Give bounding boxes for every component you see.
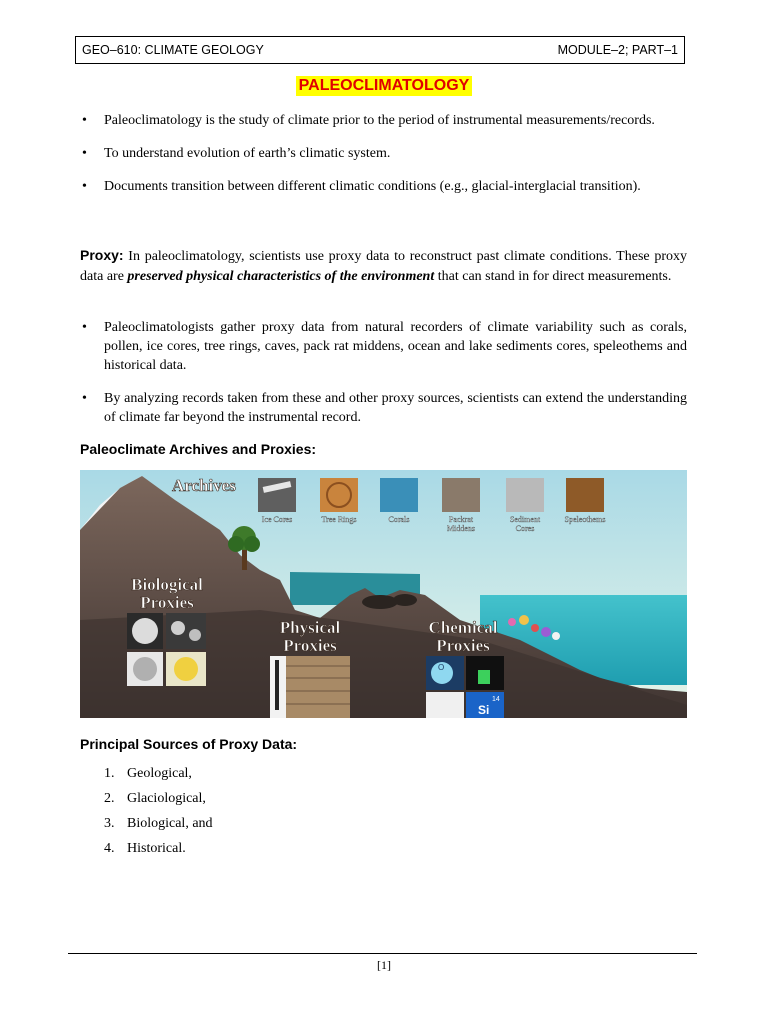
- foraminifera-icon: [189, 629, 201, 641]
- ice-cores-label: Ice Cores: [261, 515, 293, 524]
- footer-rule: [68, 953, 697, 954]
- source-text: Glaciological,: [127, 791, 206, 806]
- source-item: [104, 790, 213, 815]
- page-title: PALEOCLIMATOLOGY: [296, 76, 473, 96]
- source-item: [104, 815, 213, 840]
- diatom-icon: [133, 657, 157, 681]
- physical-proxies-label: Proxies: [283, 636, 337, 655]
- page-header: [75, 36, 685, 64]
- source-text: Historical.: [127, 841, 186, 856]
- proxy-bullet-list: [80, 318, 687, 441]
- pollen-grain-icon: [132, 618, 158, 644]
- chemical-proxies-label: Proxies: [436, 636, 490, 655]
- tree-rings-label: Tree Rings: [321, 515, 357, 524]
- silicon-mass: 14: [492, 696, 500, 703]
- speleothems-thumbnail: [566, 478, 604, 512]
- source-number: 2.: [104, 791, 115, 806]
- foraminifera-icon: [171, 621, 185, 635]
- chemical-proxies-label: Chemical: [428, 618, 498, 637]
- archives-proxies-figure: [80, 470, 687, 718]
- biological-proxies-label: Proxies: [140, 593, 194, 612]
- packrat-middens-label: Packrat: [449, 515, 473, 524]
- corals-thumbnail: [380, 478, 418, 512]
- biological-proxies-label: Biological: [131, 575, 203, 594]
- archives-title: Archives: [172, 476, 236, 495]
- source-item: [104, 765, 213, 790]
- proxy-paragraph: [80, 246, 687, 286]
- module-label: MODULE–2; PART–1: [557, 43, 678, 57]
- proxy-bullet: • Paleoclimatologists gather proxy data from natural recorders of climate variability such as corals, pollen, ice cores, tree rings, caves, pack rat middens, ocean and lake sediments cores, speleothems and historical data.: [80, 318, 687, 375]
- packrat-middens-thumbnail: [442, 478, 480, 512]
- intro-bullet: • To understand evolution of earth’s climatic system.: [80, 144, 687, 163]
- silicon-symbol: Si: [478, 703, 490, 717]
- source-text: Biological, and: [127, 816, 213, 831]
- proxy-text-2: that can stand in for direct measurements.: [434, 268, 672, 284]
- source-number: 3.: [104, 816, 115, 831]
- sediment-cores-thumbnail: [506, 478, 544, 512]
- page-number: [1]: [377, 958, 391, 972]
- intro-bullet: • Paleoclimatology is the study of climate prior to the period of instrumental measurements/records.: [80, 111, 687, 130]
- title-wrap: [0, 76, 768, 96]
- sediment-cores-label: Sediment: [509, 515, 541, 524]
- sediment-core-image: [270, 656, 350, 718]
- sources-list: [104, 765, 213, 865]
- source-text: Geological,: [127, 766, 192, 781]
- archives-heading: Paleoclimate Archives and Proxies:: [80, 441, 317, 457]
- beaker-icon: [478, 670, 490, 684]
- proxy-label: Proxy:: [80, 247, 124, 263]
- graph-thumbnail: [426, 692, 464, 718]
- pollen-yellow-icon: [174, 657, 198, 681]
- oxygen-symbol: O: [438, 663, 445, 672]
- sediment-cores-label: Cores: [515, 524, 535, 533]
- packrat-middens-label: Middens: [447, 524, 475, 533]
- speleothems-label: Speleothems: [564, 515, 606, 524]
- proxy-emphasis: preserved physical characteristics of the environment: [127, 268, 435, 284]
- source-number: 4.: [104, 841, 115, 856]
- intro-bullet: • Documents transition between different climatic conditions (e.g., glacial-interglacial transition).: [80, 177, 687, 196]
- proxy-text-1: In paleoclimatology, scientists use proxy data to reconstruct past climate conditions. These proxy data are: [80, 249, 687, 284]
- sources-heading: Principal Sources of Proxy Data:: [80, 736, 298, 752]
- intro-bullet-list: [80, 111, 687, 210]
- course-title: GEO–610: CLIMATE GEOLOGY: [82, 43, 264, 57]
- source-number: 1.: [104, 766, 115, 781]
- physical-proxies-label: Physical: [279, 618, 341, 637]
- proxy-bullet: • By analyzing records taken from these and other proxy sources, scientists can extend the understanding of climate far beyond the instrumental record.: [80, 389, 687, 427]
- corals-label: Corals: [388, 515, 410, 524]
- source-item: [104, 840, 213, 865]
